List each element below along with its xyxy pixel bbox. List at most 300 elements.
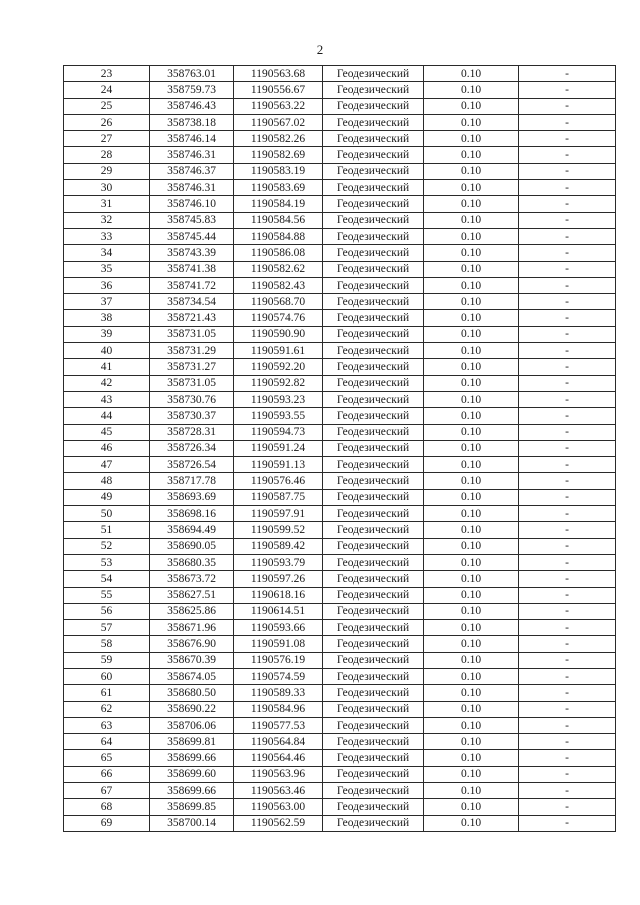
method-cell: Геодезический (323, 147, 424, 163)
method-cell: Геодезический (323, 636, 424, 652)
table-row (64, 571, 616, 587)
method-cell: Геодезический (323, 783, 424, 799)
x-coordinate-cell: 358759.73 (150, 82, 234, 98)
accuracy-cell: 0.10 (424, 277, 519, 293)
method-cell: Геодезический (323, 343, 424, 359)
y-coordinate-cell: 1190568.70 (234, 294, 323, 310)
table-row (64, 783, 616, 799)
x-coordinate-cell: 358690.05 (150, 538, 234, 554)
accuracy-cell: 0.10 (424, 489, 519, 505)
x-coordinate-cell: 358670.39 (150, 652, 234, 668)
table-row (64, 603, 616, 619)
table-row (64, 245, 616, 261)
x-coordinate-cell: 358726.34 (150, 440, 234, 456)
point-number-cell: 68 (64, 799, 150, 815)
method-cell: Геодезический (323, 131, 424, 147)
note-cell: - (519, 131, 616, 147)
point-number-cell: 26 (64, 114, 150, 130)
method-cell: Геодезический (323, 424, 424, 440)
note-cell: - (519, 734, 616, 750)
point-number-cell: 45 (64, 424, 150, 440)
table-row (64, 750, 616, 766)
y-coordinate-cell: 1190576.19 (234, 652, 323, 668)
x-coordinate-cell: 358627.51 (150, 587, 234, 603)
note-cell: - (519, 424, 616, 440)
method-cell: Геодезический (323, 717, 424, 733)
point-number-cell: 61 (64, 685, 150, 701)
point-number-cell: 28 (64, 147, 150, 163)
y-coordinate-cell: 1190577.53 (234, 717, 323, 733)
x-coordinate-cell: 358743.39 (150, 245, 234, 261)
accuracy-cell: 0.10 (424, 685, 519, 701)
point-number-cell: 33 (64, 228, 150, 244)
y-coordinate-cell: 1190564.84 (234, 734, 323, 750)
point-number-cell: 41 (64, 359, 150, 375)
y-coordinate-cell: 1190591.61 (234, 343, 323, 359)
note-cell: - (519, 783, 616, 799)
table-row (64, 147, 616, 163)
y-coordinate-cell: 1190614.51 (234, 603, 323, 619)
method-cell: Геодезический (323, 326, 424, 342)
table-row (64, 66, 616, 82)
method-cell: Геодезический (323, 277, 424, 293)
method-cell: Геодезический (323, 603, 424, 619)
y-coordinate-cell: 1190563.96 (234, 766, 323, 782)
table-row (64, 457, 616, 473)
method-cell: Геодезический (323, 815, 424, 831)
note-cell: - (519, 668, 616, 684)
accuracy-cell: 0.10 (424, 245, 519, 261)
accuracy-cell: 0.10 (424, 457, 519, 473)
x-coordinate-cell: 358726.54 (150, 457, 234, 473)
x-coordinate-cell: 358728.31 (150, 424, 234, 440)
accuracy-cell: 0.10 (424, 180, 519, 196)
point-number-cell: 24 (64, 82, 150, 98)
note-cell: - (519, 180, 616, 196)
table-row (64, 343, 616, 359)
accuracy-cell: 0.10 (424, 522, 519, 538)
x-coordinate-cell: 358674.05 (150, 668, 234, 684)
x-coordinate-cell: 358625.86 (150, 603, 234, 619)
note-cell: - (519, 147, 616, 163)
accuracy-cell: 0.10 (424, 343, 519, 359)
table-row (64, 424, 616, 440)
point-number-cell: 57 (64, 620, 150, 636)
point-number-cell: 32 (64, 212, 150, 228)
table-row (64, 180, 616, 196)
y-coordinate-cell: 1190567.02 (234, 114, 323, 130)
method-cell: Геодезический (323, 668, 424, 684)
method-cell: Геодезический (323, 82, 424, 98)
y-coordinate-cell: 1190590.90 (234, 326, 323, 342)
note-cell: - (519, 277, 616, 293)
table-row (64, 538, 616, 554)
table-row (64, 131, 616, 147)
note-cell: - (519, 489, 616, 505)
table-row (64, 228, 616, 244)
method-cell: Геодезический (323, 522, 424, 538)
table-row (64, 506, 616, 522)
accuracy-cell: 0.10 (424, 359, 519, 375)
note-cell: - (519, 343, 616, 359)
table-row (64, 620, 616, 636)
x-coordinate-cell: 358717.78 (150, 473, 234, 489)
y-coordinate-cell: 1190586.08 (234, 245, 323, 261)
x-coordinate-cell: 358671.96 (150, 620, 234, 636)
point-number-cell: 59 (64, 652, 150, 668)
point-number-cell: 66 (64, 766, 150, 782)
accuracy-cell: 0.10 (424, 196, 519, 212)
table-row (64, 701, 616, 717)
note-cell: - (519, 82, 616, 98)
point-number-cell: 65 (64, 750, 150, 766)
point-number-cell: 51 (64, 522, 150, 538)
note-cell: - (519, 310, 616, 326)
note-cell: - (519, 294, 616, 310)
point-number-cell: 53 (64, 554, 150, 570)
note-cell: - (519, 717, 616, 733)
table-row (64, 196, 616, 212)
method-cell: Геодезический (323, 554, 424, 570)
accuracy-cell: 0.10 (424, 571, 519, 587)
method-cell: Геодезический (323, 261, 424, 277)
x-coordinate-cell: 358694.49 (150, 522, 234, 538)
x-coordinate-cell: 358731.29 (150, 343, 234, 359)
table-row (64, 310, 616, 326)
x-coordinate-cell: 358738.18 (150, 114, 234, 130)
method-cell: Геодезический (323, 66, 424, 82)
page-number: 2 (316, 42, 324, 57)
x-coordinate-cell: 358731.27 (150, 359, 234, 375)
method-cell: Геодезический (323, 359, 424, 375)
x-coordinate-cell: 358699.66 (150, 783, 234, 799)
point-number-cell: 50 (64, 506, 150, 522)
accuracy-cell: 0.10 (424, 799, 519, 815)
y-coordinate-cell: 1190563.22 (234, 98, 323, 114)
y-coordinate-cell: 1190592.82 (234, 375, 323, 391)
note-cell: - (519, 457, 616, 473)
y-coordinate-cell: 1190562.59 (234, 815, 323, 831)
method-cell: Геодезический (323, 310, 424, 326)
accuracy-cell: 0.10 (424, 603, 519, 619)
y-coordinate-cell: 1190591.13 (234, 457, 323, 473)
y-coordinate-cell: 1190563.46 (234, 783, 323, 799)
x-coordinate-cell: 358730.37 (150, 408, 234, 424)
note-cell: - (519, 375, 616, 391)
method-cell: Геодезический (323, 473, 424, 489)
x-coordinate-cell: 358693.69 (150, 489, 234, 505)
note-cell: - (519, 766, 616, 782)
y-coordinate-cell: 1190589.33 (234, 685, 323, 701)
accuracy-cell: 0.10 (424, 783, 519, 799)
table-row (64, 163, 616, 179)
accuracy-cell: 0.10 (424, 554, 519, 570)
y-coordinate-cell: 1190593.66 (234, 620, 323, 636)
note-cell: - (519, 212, 616, 228)
accuracy-cell: 0.10 (424, 163, 519, 179)
point-number-cell: 63 (64, 717, 150, 733)
point-number-cell: 27 (64, 131, 150, 147)
y-coordinate-cell: 1190597.91 (234, 506, 323, 522)
table-row (64, 294, 616, 310)
accuracy-cell: 0.10 (424, 114, 519, 130)
point-number-cell: 48 (64, 473, 150, 489)
method-cell: Геодезический (323, 98, 424, 114)
accuracy-cell: 0.10 (424, 652, 519, 668)
point-number-cell: 62 (64, 701, 150, 717)
table-row (64, 440, 616, 456)
note-cell: - (519, 685, 616, 701)
method-cell: Геодезический (323, 701, 424, 717)
accuracy-cell: 0.10 (424, 147, 519, 163)
y-coordinate-cell: 1190574.59 (234, 668, 323, 684)
method-cell: Геодезический (323, 620, 424, 636)
note-cell: - (519, 815, 616, 831)
y-coordinate-cell: 1190576.46 (234, 473, 323, 489)
note-cell: - (519, 473, 616, 489)
table-row (64, 326, 616, 342)
table-row (64, 799, 616, 815)
x-coordinate-cell: 358690.22 (150, 701, 234, 717)
method-cell: Геодезический (323, 799, 424, 815)
x-coordinate-cell: 358745.83 (150, 212, 234, 228)
note-cell: - (519, 571, 616, 587)
point-number-cell: 49 (64, 489, 150, 505)
note-cell: - (519, 245, 616, 261)
accuracy-cell: 0.10 (424, 66, 519, 82)
x-coordinate-cell: 358721.43 (150, 310, 234, 326)
note-cell: - (519, 652, 616, 668)
method-cell: Геодезический (323, 212, 424, 228)
point-number-cell: 67 (64, 783, 150, 799)
accuracy-cell: 0.10 (424, 587, 519, 603)
table-row (64, 766, 616, 782)
accuracy-cell: 0.10 (424, 424, 519, 440)
table-row (64, 473, 616, 489)
point-number-cell: 44 (64, 408, 150, 424)
table-row (64, 408, 616, 424)
y-coordinate-cell: 1190593.79 (234, 554, 323, 570)
y-coordinate-cell: 1190582.62 (234, 261, 323, 277)
method-cell: Геодезический (323, 391, 424, 407)
note-cell: - (519, 196, 616, 212)
note-cell: - (519, 506, 616, 522)
point-number-cell: 25 (64, 98, 150, 114)
point-number-cell: 56 (64, 603, 150, 619)
accuracy-cell: 0.10 (424, 815, 519, 831)
table-row (64, 717, 616, 733)
method-cell: Геодезический (323, 734, 424, 750)
y-coordinate-cell: 1190593.55 (234, 408, 323, 424)
y-coordinate-cell: 1190582.69 (234, 147, 323, 163)
table-row (64, 587, 616, 603)
accuracy-cell: 0.10 (424, 212, 519, 228)
x-coordinate-cell: 358746.37 (150, 163, 234, 179)
accuracy-cell: 0.10 (424, 620, 519, 636)
accuracy-cell: 0.10 (424, 131, 519, 147)
x-coordinate-cell: 358676.90 (150, 636, 234, 652)
method-cell: Геодезический (323, 375, 424, 391)
x-coordinate-cell: 358746.31 (150, 147, 234, 163)
accuracy-cell: 0.10 (424, 750, 519, 766)
x-coordinate-cell: 358699.85 (150, 799, 234, 815)
point-number-cell: 55 (64, 587, 150, 603)
point-number-cell: 52 (64, 538, 150, 554)
note-cell: - (519, 326, 616, 342)
y-coordinate-cell: 1190563.00 (234, 799, 323, 815)
note-cell: - (519, 538, 616, 554)
table-row (64, 114, 616, 130)
method-cell: Геодезический (323, 114, 424, 130)
x-coordinate-cell: 358706.06 (150, 717, 234, 733)
accuracy-cell: 0.10 (424, 261, 519, 277)
method-cell: Геодезический (323, 766, 424, 782)
table-row (64, 652, 616, 668)
point-number-cell: 34 (64, 245, 150, 261)
y-coordinate-cell: 1190592.20 (234, 359, 323, 375)
point-number-cell: 39 (64, 326, 150, 342)
y-coordinate-cell: 1190563.68 (234, 66, 323, 82)
point-number-cell: 40 (64, 343, 150, 359)
x-coordinate-cell: 358731.05 (150, 326, 234, 342)
point-number-cell: 42 (64, 375, 150, 391)
note-cell: - (519, 636, 616, 652)
accuracy-cell: 0.10 (424, 408, 519, 424)
method-cell: Геодезический (323, 652, 424, 668)
x-coordinate-cell: 358699.66 (150, 750, 234, 766)
note-cell: - (519, 603, 616, 619)
note-cell: - (519, 587, 616, 603)
table-row (64, 277, 616, 293)
table-row (64, 82, 616, 98)
method-cell: Геодезический (323, 294, 424, 310)
accuracy-cell: 0.10 (424, 766, 519, 782)
note-cell: - (519, 114, 616, 130)
y-coordinate-cell: 1190599.52 (234, 522, 323, 538)
x-coordinate-cell: 358700.14 (150, 815, 234, 831)
accuracy-cell: 0.10 (424, 391, 519, 407)
y-coordinate-cell: 1190589.42 (234, 538, 323, 554)
accuracy-cell: 0.10 (424, 440, 519, 456)
table-row (64, 636, 616, 652)
x-coordinate-cell: 358746.31 (150, 180, 234, 196)
method-cell: Геодезический (323, 196, 424, 212)
table-row (64, 391, 616, 407)
y-coordinate-cell: 1190584.96 (234, 701, 323, 717)
note-cell: - (519, 359, 616, 375)
note-cell: - (519, 391, 616, 407)
table-row (64, 554, 616, 570)
y-coordinate-cell: 1190584.56 (234, 212, 323, 228)
point-number-cell: 69 (64, 815, 150, 831)
x-coordinate-cell: 358673.72 (150, 571, 234, 587)
method-cell: Геодезический (323, 408, 424, 424)
accuracy-cell: 0.10 (424, 326, 519, 342)
x-coordinate-cell: 358731.05 (150, 375, 234, 391)
accuracy-cell: 0.10 (424, 294, 519, 310)
x-coordinate-cell: 358745.44 (150, 228, 234, 244)
y-coordinate-cell: 1190618.16 (234, 587, 323, 603)
y-coordinate-cell: 1190582.43 (234, 277, 323, 293)
y-coordinate-cell: 1190584.88 (234, 228, 323, 244)
note-cell: - (519, 620, 616, 636)
note-cell: - (519, 163, 616, 179)
method-cell: Геодезический (323, 489, 424, 505)
point-number-cell: 38 (64, 310, 150, 326)
table-row (64, 359, 616, 375)
x-coordinate-cell: 358680.50 (150, 685, 234, 701)
accuracy-cell: 0.10 (424, 375, 519, 391)
method-cell: Геодезический (323, 587, 424, 603)
accuracy-cell: 0.10 (424, 538, 519, 554)
note-cell: - (519, 408, 616, 424)
method-cell: Геодезический (323, 538, 424, 554)
accuracy-cell: 0.10 (424, 228, 519, 244)
method-cell: Геодезический (323, 457, 424, 473)
method-cell: Геодезический (323, 506, 424, 522)
accuracy-cell: 0.10 (424, 98, 519, 114)
method-cell: Геодезический (323, 163, 424, 179)
x-coordinate-cell: 358699.60 (150, 766, 234, 782)
point-number-cell: 46 (64, 440, 150, 456)
accuracy-cell: 0.10 (424, 668, 519, 684)
accuracy-cell: 0.10 (424, 473, 519, 489)
method-cell: Геодезический (323, 245, 424, 261)
y-coordinate-cell: 1190583.19 (234, 163, 323, 179)
point-number-cell: 43 (64, 391, 150, 407)
x-coordinate-cell: 358734.54 (150, 294, 234, 310)
method-cell: Геодезический (323, 180, 424, 196)
y-coordinate-cell: 1190556.67 (234, 82, 323, 98)
table-row (64, 734, 616, 750)
accuracy-cell: 0.10 (424, 506, 519, 522)
x-coordinate-cell: 358698.16 (150, 506, 234, 522)
y-coordinate-cell: 1190584.19 (234, 196, 323, 212)
method-cell: Геодезический (323, 440, 424, 456)
x-coordinate-cell: 358741.72 (150, 277, 234, 293)
point-number-cell: 37 (64, 294, 150, 310)
point-number-cell: 54 (64, 571, 150, 587)
table-row (64, 668, 616, 684)
table-row (64, 489, 616, 505)
y-coordinate-cell: 1190587.75 (234, 489, 323, 505)
note-cell: - (519, 701, 616, 717)
method-cell: Геодезический (323, 571, 424, 587)
note-cell: - (519, 66, 616, 82)
method-cell: Геодезический (323, 750, 424, 766)
x-coordinate-cell: 358746.14 (150, 131, 234, 147)
y-coordinate-cell: 1190582.26 (234, 131, 323, 147)
point-number-cell: 31 (64, 196, 150, 212)
y-coordinate-cell: 1190593.23 (234, 391, 323, 407)
note-cell: - (519, 522, 616, 538)
x-coordinate-cell: 358763.01 (150, 66, 234, 82)
accuracy-cell: 0.10 (424, 636, 519, 652)
point-number-cell: 47 (64, 457, 150, 473)
y-coordinate-cell: 1190591.24 (234, 440, 323, 456)
coordinates-table (63, 65, 616, 832)
method-cell: Геодезический (323, 685, 424, 701)
table-row (64, 261, 616, 277)
coordinates-table-body (64, 66, 616, 832)
y-coordinate-cell: 1190583.69 (234, 180, 323, 196)
point-number-cell: 30 (64, 180, 150, 196)
x-coordinate-cell: 358741.38 (150, 261, 234, 277)
y-coordinate-cell: 1190574.76 (234, 310, 323, 326)
point-number-cell: 35 (64, 261, 150, 277)
y-coordinate-cell: 1190564.46 (234, 750, 323, 766)
accuracy-cell: 0.10 (424, 310, 519, 326)
